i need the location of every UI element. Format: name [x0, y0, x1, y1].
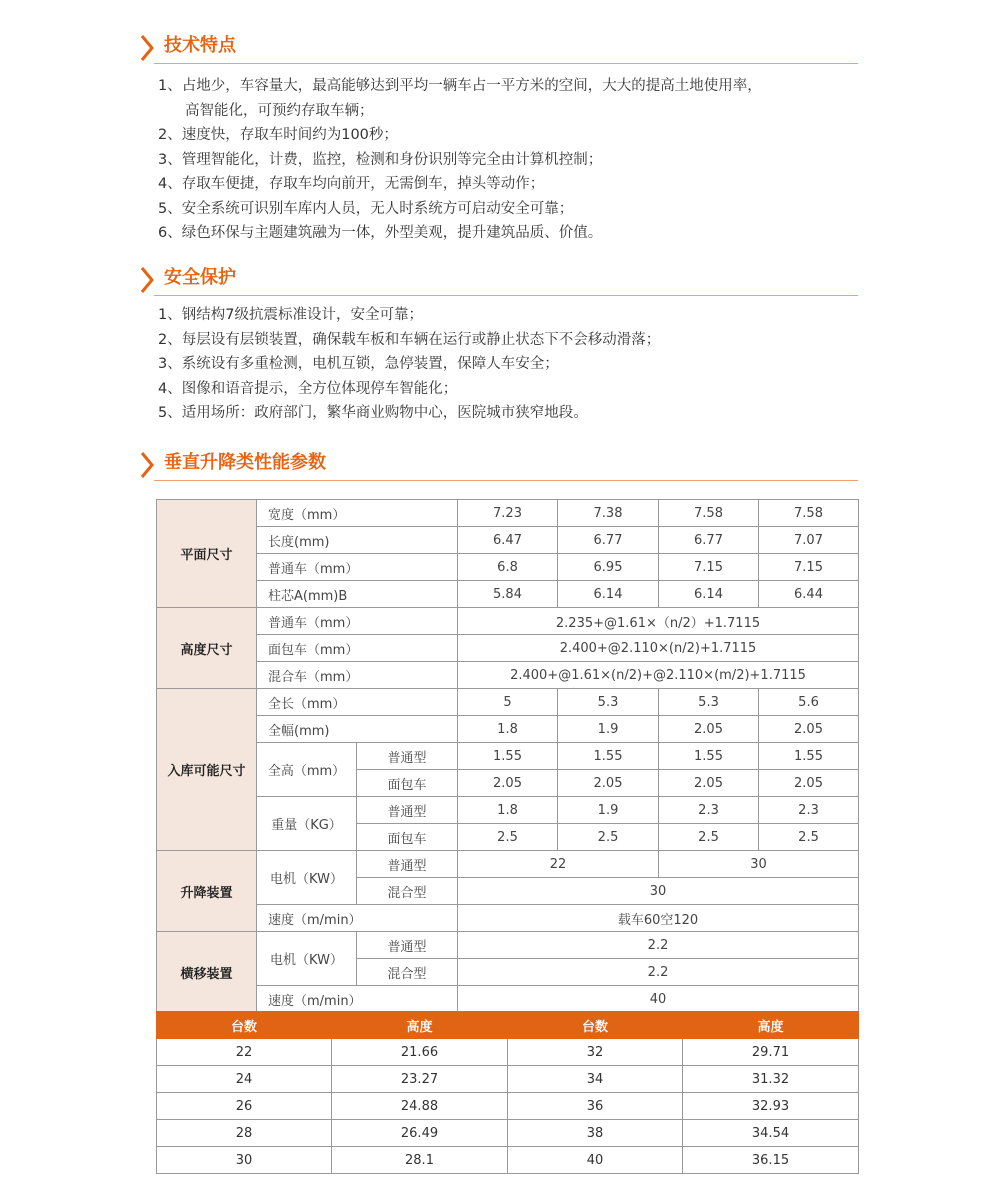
table-row [157, 581, 859, 608]
value-cell: 5.6 [759, 689, 859, 716]
table-row [157, 1093, 859, 1120]
table-row [157, 1147, 859, 1174]
value-cell: 24 [157, 1066, 332, 1093]
row-label: 速度（m/min） [257, 986, 458, 1013]
table-row [157, 1120, 859, 1147]
row-label: 宽度（mm） [257, 500, 458, 527]
value-cell: 30 [157, 1147, 332, 1174]
value-cell: 2.3 [659, 797, 759, 824]
section-safety-header [140, 262, 858, 298]
value-cell: 1.8 [458, 716, 558, 743]
value-cell: 2.05 [558, 770, 659, 797]
value-cell: 30 [659, 851, 859, 878]
value-cell: 1.9 [558, 716, 659, 743]
row-label: 全高（mm） [257, 743, 357, 797]
divider [154, 63, 858, 64]
value-cell: 2.400+@1.61×(n/2)+@2.110×(m/2)+1.7115 [458, 662, 859, 689]
table-row [157, 1066, 859, 1093]
list-item: 4、图像和语音提示，全方位体现停车智能化； [158, 380, 458, 397]
value-cell: 34.54 [683, 1120, 859, 1147]
table-row [157, 797, 859, 824]
safety-list [158, 303, 868, 426]
value-cell: 2.5 [759, 824, 859, 851]
list-item: 5、安全系统可识别车库内人员，无人时系统方可启动安全可靠； [158, 200, 574, 217]
value-cell: 6.8 [458, 554, 558, 581]
value-cell: 21.66 [332, 1039, 508, 1066]
value-cell: 2.05 [458, 770, 558, 797]
value-cell: 40 [458, 986, 859, 1013]
table-row [157, 500, 859, 527]
table-header-row [157, 1012, 859, 1039]
list-item: 2、速度快，存取车时间约为100秒； [158, 127, 398, 143]
value-cell: 载车60空120 [458, 905, 859, 932]
table-row [157, 905, 859, 932]
row-label: 面包车（mm） [257, 635, 458, 662]
value-cell: 2.5 [458, 824, 558, 851]
table-row [157, 743, 859, 770]
column-header: 高度 [332, 1012, 508, 1039]
value-cell: 32.93 [683, 1093, 859, 1120]
category-cell: 平面尺寸 [157, 500, 257, 608]
list-item: 5、适用场所：政府部门，繁华商业购物中心，医院城市狭窄地段。 [158, 405, 588, 421]
row-label: 全长（mm） [257, 689, 458, 716]
value-cell: 30 [458, 878, 859, 905]
value-cell: 1.55 [759, 743, 859, 770]
value-cell: 28.1 [332, 1147, 508, 1174]
value-cell: 6.77 [558, 527, 659, 554]
column-header: 台数 [508, 1012, 683, 1039]
value-cell: 5.3 [558, 689, 659, 716]
value-cell: 28 [157, 1120, 332, 1147]
table-row [157, 527, 859, 554]
table-row [157, 716, 859, 743]
value-cell: 2.5 [558, 824, 659, 851]
value-cell: 2.05 [659, 770, 759, 797]
value-cell: 24.88 [332, 1093, 508, 1120]
value-cell: 5.84 [458, 581, 558, 608]
value-cell: 38 [508, 1120, 683, 1147]
row-label: 电机（KW） [257, 851, 357, 905]
sub-label: 普通型 [357, 932, 458, 959]
value-cell: 29.71 [683, 1039, 859, 1066]
column-header: 高度 [683, 1012, 859, 1039]
value-cell: 6.77 [659, 527, 759, 554]
value-cell: 26.49 [332, 1120, 508, 1147]
floor-height-table [156, 1011, 859, 1174]
sub-label: 混合型 [357, 878, 458, 905]
value-cell: 26 [157, 1093, 332, 1120]
row-label: 电机（KW） [257, 932, 357, 986]
list-item: 1、钢结构7级抗震标准设计，安全可靠； [158, 307, 423, 323]
value-cell: 6.14 [558, 581, 659, 608]
features-list [158, 74, 868, 246]
sub-label: 混合型 [357, 959, 458, 986]
divider [154, 480, 858, 481]
row-label: 普通车（mm） [257, 608, 458, 635]
value-cell: 2.400+@2.110×(n/2)+1.7115 [458, 635, 859, 662]
value-cell: 2.05 [659, 716, 759, 743]
value-cell: 6.47 [458, 527, 558, 554]
list-item: 3、系统设有多重检测，电机互锁，急停装置，保障人车安全； [158, 356, 559, 372]
list-item: 2、每层设有层锁装置，确保载车板和车辆在运行或静止状态下不会移动滑落； [158, 331, 661, 348]
section-title: 安全保护 [164, 267, 236, 288]
table-row [157, 1039, 859, 1066]
section-features-header [140, 30, 858, 66]
value-cell: 7.58 [659, 500, 759, 527]
value-cell: 2.3 [759, 797, 859, 824]
row-label: 普通车（mm） [257, 554, 458, 581]
sub-label: 普通型 [357, 797, 458, 824]
section-params-header [140, 447, 858, 483]
table-row [157, 851, 859, 878]
value-cell: 2.2 [458, 959, 859, 986]
value-cell: 6.14 [659, 581, 759, 608]
category-cell: 升降装置 [157, 851, 257, 932]
value-cell: 1.55 [458, 743, 558, 770]
value-cell: 1.9 [558, 797, 659, 824]
value-cell: 2.05 [759, 716, 859, 743]
table-row [157, 554, 859, 581]
table-row [157, 986, 859, 1013]
category-cell: 入库可能尺寸 [157, 689, 257, 851]
value-cell: 34 [508, 1066, 683, 1093]
chevron-marker-icon [140, 451, 156, 479]
list-item: 4、存取车便捷，存取车均向前开，无需倒车，掉头等动作； [158, 176, 545, 192]
value-cell: 6.44 [759, 581, 859, 608]
table-row [157, 608, 859, 635]
chevron-marker-icon [140, 266, 156, 294]
section-title: 垂直升降类性能参数 [164, 452, 326, 473]
value-cell: 22 [157, 1039, 332, 1066]
value-cell: 22 [458, 851, 659, 878]
value-cell: 2.2 [458, 932, 859, 959]
value-cell: 7.15 [759, 554, 859, 581]
value-cell: 40 [508, 1147, 683, 1174]
row-label: 长度(mm) [257, 527, 458, 554]
value-cell: 1.55 [659, 743, 759, 770]
value-cell: 2.235+@1.61×（n/2）+1.7115 [458, 608, 859, 635]
chevron-marker-icon [140, 34, 156, 62]
list-item: 3、管理智能化，计费，监控，检测和身份识别等完全由计算机控制； [158, 151, 603, 168]
value-cell: 2.05 [759, 770, 859, 797]
value-cell: 32 [508, 1039, 683, 1066]
value-cell: 23.27 [332, 1066, 508, 1093]
category-cell: 横移装置 [157, 932, 257, 1013]
value-cell: 7.38 [558, 500, 659, 527]
value-cell: 7.58 [759, 500, 859, 527]
section-title: 技术特点 [164, 35, 236, 56]
value-cell: 1.55 [558, 743, 659, 770]
value-cell: 5 [458, 689, 558, 716]
row-label: 重量（KG） [257, 797, 357, 851]
value-cell: 7.15 [659, 554, 759, 581]
row-label: 全幅(mm) [257, 716, 458, 743]
table-row [157, 689, 859, 716]
divider [154, 295, 858, 296]
table-row [157, 662, 859, 689]
list-item: 1、占地少，车容量大，最高能够达到平均一辆车占一平方米的空间，大大的提高土地使用率， 高智能化，可预约存取车辆； [158, 78, 762, 119]
value-cell: 1.8 [458, 797, 558, 824]
sub-label: 面包车 [357, 770, 458, 797]
sub-label: 普通型 [357, 743, 458, 770]
value-cell: 2.5 [659, 824, 759, 851]
row-label: 柱芯A(mm)B [257, 581, 458, 608]
list-item: 6、绿色环保与主题建筑融为一体，外型美观，提升建筑品质、价值。 [158, 225, 603, 241]
value-cell: 36.15 [683, 1147, 859, 1174]
value-cell: 6.95 [558, 554, 659, 581]
row-label: 混合车（mm） [257, 662, 458, 689]
category-cell: 高度尺寸 [157, 608, 257, 689]
column-header: 台数 [157, 1012, 332, 1039]
value-cell: 36 [508, 1093, 683, 1120]
table-row [157, 932, 859, 959]
value-cell: 31.32 [683, 1066, 859, 1093]
table-row [157, 635, 859, 662]
sub-label: 面包车 [357, 824, 458, 851]
row-label: 速度（m/min） [257, 905, 458, 932]
value-cell: 7.07 [759, 527, 859, 554]
sub-label: 普通型 [357, 851, 458, 878]
spec-table [156, 499, 859, 1013]
value-cell: 5.3 [659, 689, 759, 716]
value-cell: 7.23 [458, 500, 558, 527]
